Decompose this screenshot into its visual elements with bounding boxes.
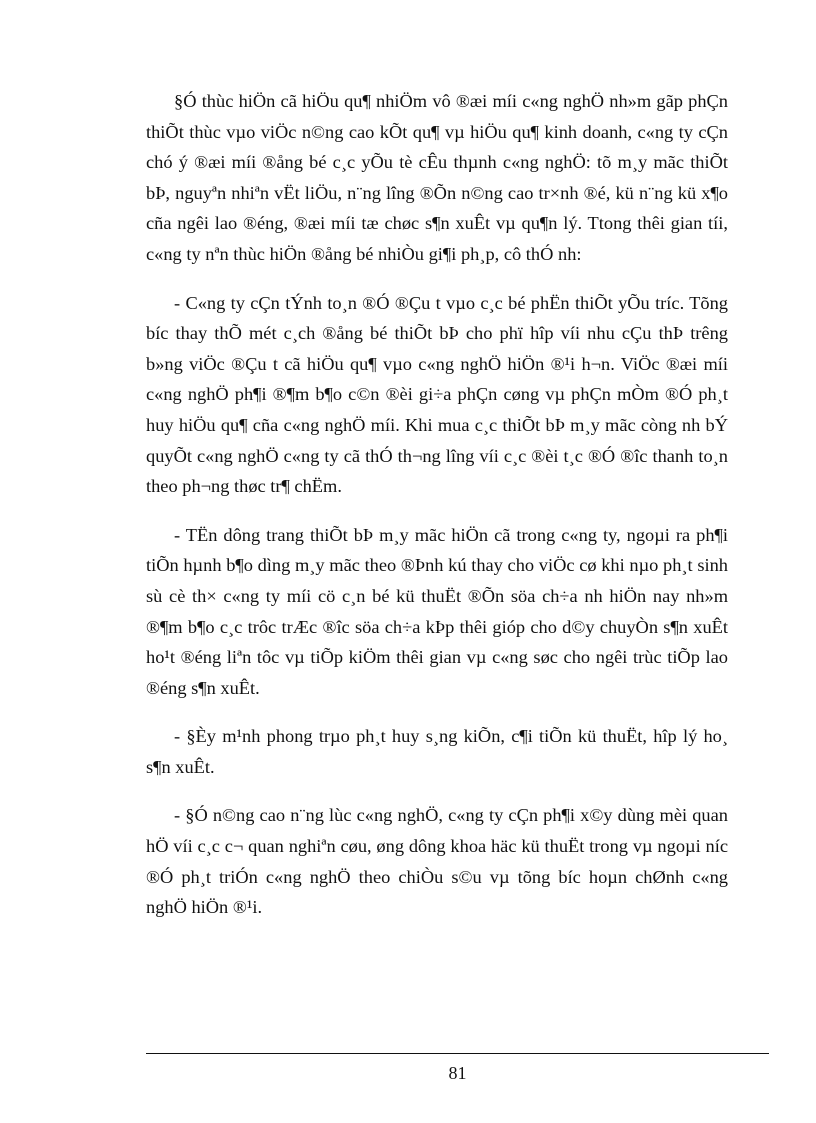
paragraph-bullet-research: - §Ó n©ng cao n¨ng lùc c«ng nghÖ, c«ng ty cÇn ph¶i x©y dùng mèi quan hÖ víi c¸c c¬ quan nghiªn cøu, øng dông khoa häc kü thuËt trong vµ ngoµi níc ®Ó ph¸t triÓn c«ng nghÖ theo chiÒu s©u vµ tõng bíc hoµn chØnh c«ng nghÖ hiÖn ®¹i. <box>146 805 728 918</box>
page-number: 81 <box>448 1063 467 1083</box>
paragraph-bullet-initiative: - §Èy m¹nh phong trµo ph¸t huy s¸ng kiÕn, c¶i tiÕn kü thuËt, hîp lý ho¸ s¶n xuÊt. <box>146 726 728 777</box>
paragraph-bullet-investment: - C«ng ty cÇn tÝnh to¸n ®Ó ®Çu t vµo c¸c bé phËn thiÕt yÕu tríc. Tõng bíc thay thÕ mét c¸ch ®ång bé thiÕt bÞ cho phï hîp víi nhu cÇu thÞ trêng b»ng viÖc ®Çu t cã hiÖu qu¶ vµo c«ng nghÖ hiÖn ®¹i h¬n. ViÖc ®æi míi c«ng nghÖ ph¶i ®¶m b¶o c©n ®èi gi÷a phÇn cøng vµ phÇn mÒm ®Ó ph¸t huy hiÖu qu¶ cña c«ng nghÖ míi. Khi mua c¸c thiÕt bÞ m¸y mãc còng nh bÝ quyÕt c«ng nghÖ c«ng ty cã thÓ th¬ng lîng víi c¸c ®èi t¸c ®Ó ®îc thanh to¸n theo ph¬ng thøc tr¶ chËm. <box>146 292 728 497</box>
body-text <box>146 86 728 923</box>
footer-divider <box>146 1053 769 1054</box>
paragraph-bullet-equipment: - TËn dông trang thiÕt bÞ m¸y mãc hiÖn cã trong c«ng ty, ngoµi ra ph¶i tiÕn hµnh b¶o dìng m¸y mãc theo ®Þnh kú thay cho viÖc cø khi nµo ph¸t sinh sù cè th× c«ng ty míi cö c¸n bé kü thuËt ®Õn söa ch÷a nh hiÖn nay nh»m ®¶m b¶o c¸c trôc trÆc ®îc söa ch÷a kÞp thêi gióp cho d©y chuyÒn s¶n xuÊt ho¹t ®éng liªn tôc vµ tiÕp kiÖm thêi gian vµ c«ng søc cho ngêi trùc tiÕp lao ®éng s¶n xuÊt. <box>146 524 728 698</box>
paragraph-intro: §Ó thùc hiÖn cã hiÖu qu¶ nhiÖm vô ®æi míi c«ng nghÖ nh»m gãp phÇn thiÕt thùc vµo viÖc n©ng cao kÕt qu¶ vµ hiÖu qu¶ kinh doanh, c«ng ty cÇn chó ý ®æi míi ®ång bé c¸c yÕu tè cÊu thµnh c«ng nghÖ: tõ m¸y mãc thiÕt bÞ, nguyªn nhiªn vËt liÖu, n¨ng lîng ®Õn n©ng cao tr×nh ®é, kü n¨ng kü x¶o cña ngêi lao ®éng, ®æi míi tæ chøc s¶n xuÊt vµ qu¶n lý. Ttong thêi gian tíi, c«ng ty nªn thùc hiÖn ®ång bé nhiÒu gi¶i ph¸p, cô thÓ nh: <box>146 91 728 264</box>
